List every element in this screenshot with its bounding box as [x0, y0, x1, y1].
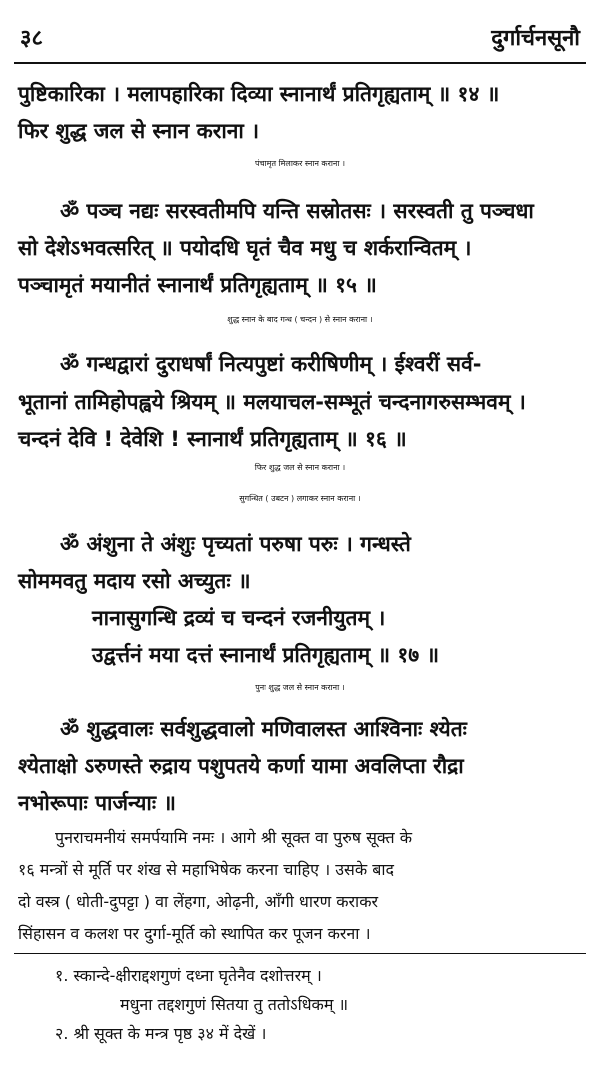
- paragraph-line-1: पुनराचमनीयं समर्पयामि नमः । आगे श्री सूक्त वा पुरुष सूक्त के: [55, 828, 412, 847]
- instruction-gandh: शुद्ध स्नान के बाद गन्ध ( चन्दन ) से स्नान कराना ।: [227, 315, 373, 324]
- verse-17-line-2: सोममवतु मदाय रसो अच्युतः ॥: [18, 569, 251, 593]
- verse-15-line-3: पञ्चामृतं मयानीतं स्नानार्थं प्रतिगृह्यताम् ॥ १५ ॥: [18, 273, 377, 297]
- verse-18-line-1: ॐ शुद्धवालः सर्वशुद्धवालो मणिवालस्त आश्विनाः श्येतः: [60, 717, 467, 741]
- footnote-rule: [14, 953, 586, 954]
- paragraph-line-3: दो वस्त्र ( धोती-दुपट्टा ) वा लेंहगा, ओढ़नी, आँगी धारण कराकर: [18, 892, 379, 911]
- footnote-1-line-2: मधुना तद्दशगुणं सितया तु ततोऽधिकम् ॥: [120, 995, 349, 1014]
- verse-16-line-3: चन्दनं देवि ! देवेशि ! स्नानार्थं प्रतिगृह्यताम् ॥ १६ ॥: [18, 427, 407, 451]
- verse-14-line-1: पुष्टिकारिका । मलापहारिका दिव्या स्नानार्थं प्रतिगृह्यताम् ॥ १४ ॥: [18, 82, 500, 106]
- paragraph-line-4: सिंहासन व कलश पर दुर्गा-मूर्ति को स्थापित कर पूजन करना ।: [18, 924, 371, 943]
- footnote-1-line-1: १. स्कान्दे-क्षीराद्दशगुणं दध्ना घृतेनैव दशोत्तरम् ।: [55, 966, 322, 985]
- verse-16-line-1: ॐ गन्धद्वारां दुराधर्षां नित्यपुष्टां करीषिणीम् । ईश्वरीं सर्व-: [60, 352, 482, 376]
- verse-15-line-2: सो देशेऽभवत्सरित् ॥ पयोदधि घृतं चैव मधु च शर्करान्वितम् ।: [18, 236, 472, 260]
- verse-16-line-2: भूतानां तामिहोपह्वये श्रियम् ॥ मलयाचल-सम्भूतं चन्दनागरुसम्भवम् ।: [18, 390, 526, 414]
- verse-15-line-1: ॐ पञ्च नद्यः सरस्वतीमपि यन्ति सस्रोतसः । सरस्वती तु पञ्चधा: [60, 199, 534, 223]
- running-title: दुर्गार्चनसूनौ: [491, 26, 580, 51]
- verse-17-line-4: उद्वर्त्तनं मया दत्तं स्नानार्थं प्रतिगृह्यताम् ॥ १७ ॥: [92, 643, 440, 667]
- page-header: [20, 22, 580, 54]
- header-rule: [14, 62, 586, 64]
- verse-14-line-2: फिर शुद्ध जल से स्नान कराना ।: [18, 119, 260, 143]
- verse-18-line-2: श्येताक्षो ऽरुणस्ते रुद्राय पशुपतये कर्णा यामा अवलिप्ता रौद्रा: [18, 754, 464, 778]
- verse-18-line-3: नभोरूपाः पार्जन्याः ॥: [18, 791, 176, 815]
- instruction-shuddh-jal: फिर शुद्ध जल से स्नान कराना ।: [254, 463, 346, 472]
- verse-17-line-1: ॐ अंशुना ते अंशुः पृच्यतां परुषा परुः । गन्धस्ते: [60, 532, 411, 556]
- instruction-ubtan: सुगन्धित ( उबटन ) लगाकर स्नान कराना ।: [239, 494, 361, 503]
- footnote-2: २. श्री सूक्त के मन्त्र पृष्ठ ३४ में देखें ।: [55, 1024, 267, 1043]
- paragraph-line-2: १६ मन्त्रों से मूर्ति पर शंख से महाभिषेक करना चाहिए । उसके बाद: [18, 860, 394, 879]
- verse-17-line-3: नानासुगन्धि द्रव्यं च चन्दनं रजनीयुतम् ।: [92, 606, 386, 630]
- page-number: ३८: [20, 26, 43, 51]
- instruction-panchamrit: पंचामृत मिलाकर स्नान कराना ।: [254, 159, 346, 168]
- instruction-punah-shuddh-jal: पुनः शुद्ध जल से स्नान कराना ।: [255, 683, 345, 692]
